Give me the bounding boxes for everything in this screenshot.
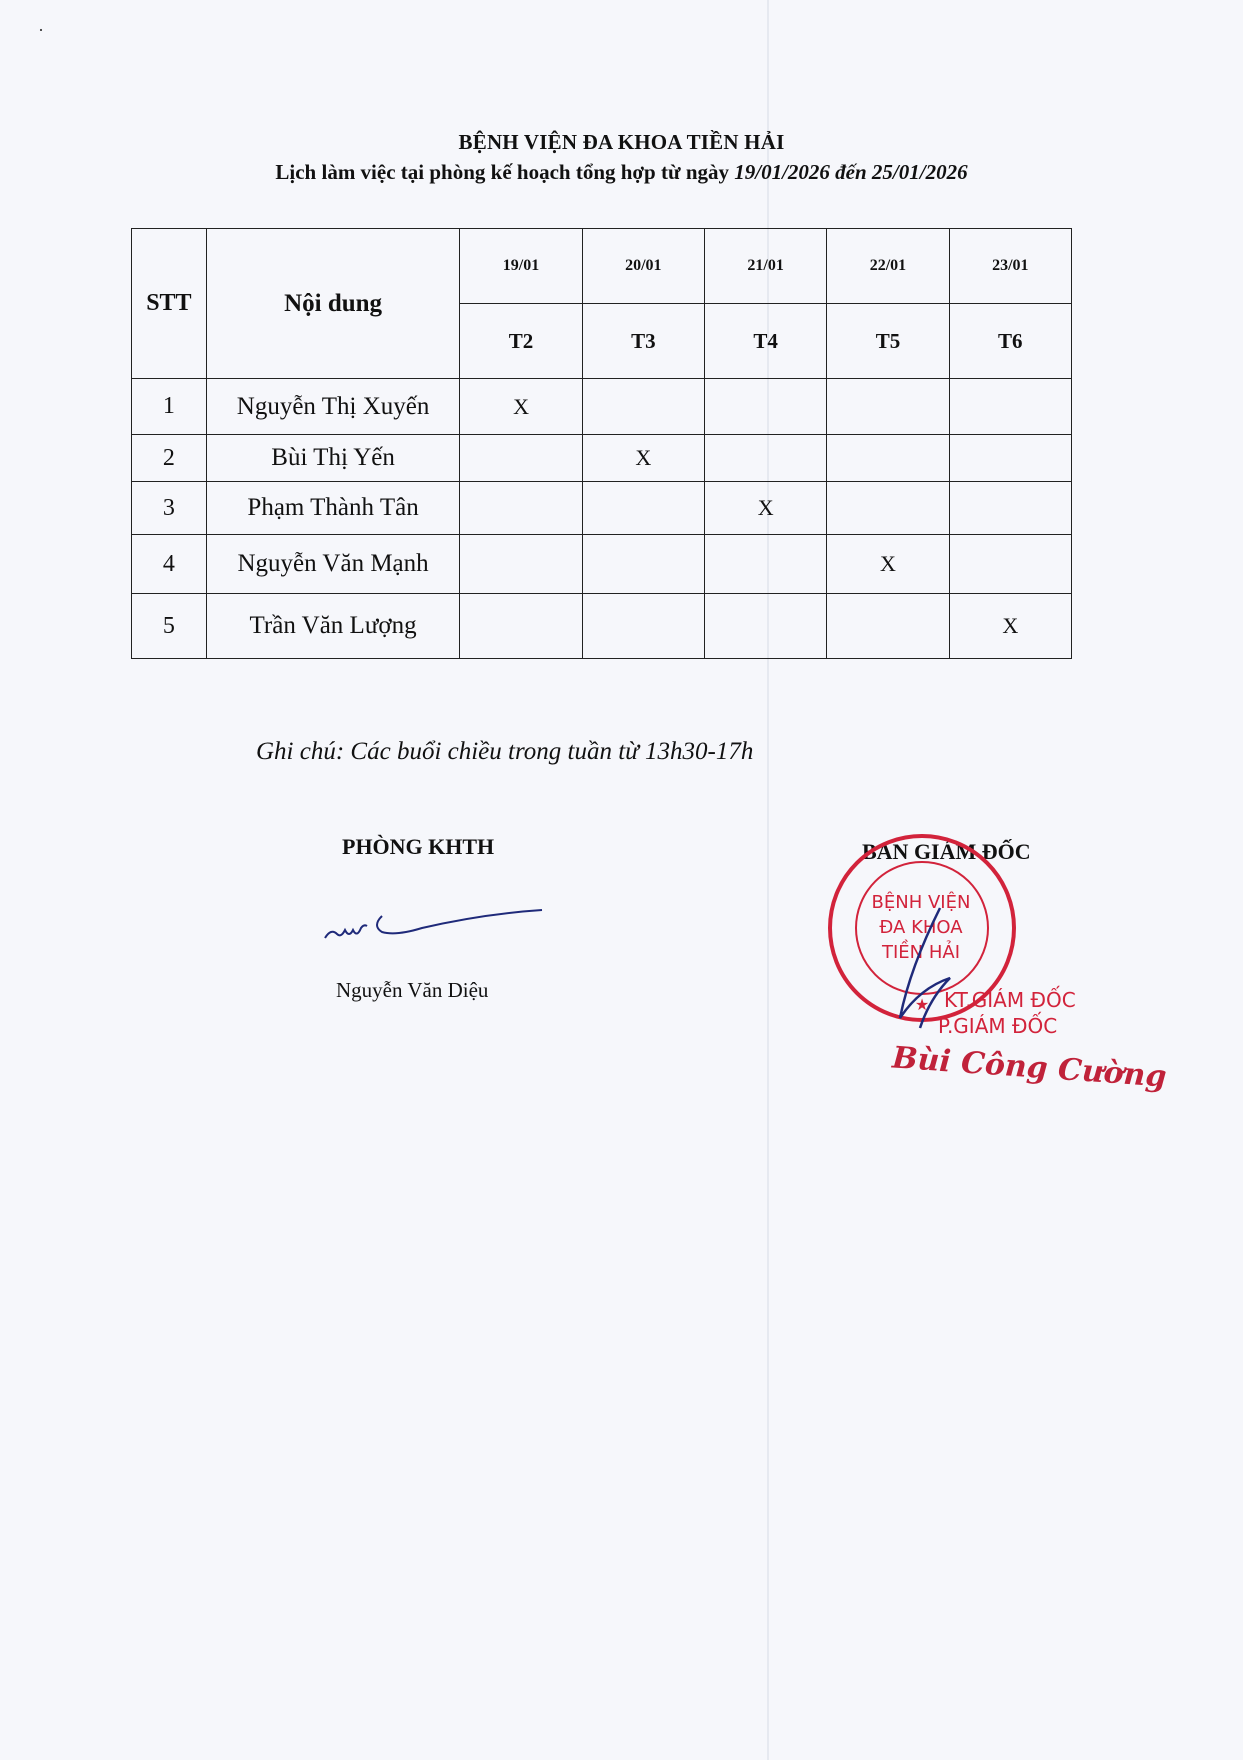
schedule-cell: [460, 594, 582, 659]
stamp-line: BỆNH VIỆN: [871, 892, 971, 913]
header-weekday: T4: [705, 304, 827, 379]
header-stt: STT: [132, 229, 207, 379]
hospital-name: BỆNH VIỆN ĐA KHOA TIỀN HẢI: [458, 130, 785, 154]
header-date: 19/01: [460, 229, 582, 304]
schedule-cell: [582, 594, 704, 659]
row-name: Nguyễn Văn Mạnh: [206, 535, 460, 594]
deputy-director-line: P.GIÁM ĐỐC: [938, 1014, 1058, 1038]
board-title: BAN GIÁM ĐỐC: [862, 839, 1031, 864]
department-signature: [320, 890, 560, 950]
header-weekday: T2: [460, 304, 582, 379]
kt-director-line: KT.GIÁM ĐỐC: [944, 988, 1076, 1012]
schedule-subtitle: [0, 160, 1243, 185]
header-date: 20/01: [582, 229, 704, 304]
schedule-cell: X: [705, 482, 827, 535]
schedule-note: Ghi chú: Các buổi chiều trong tuần từ 13h30-17h: [256, 738, 754, 765]
schedule-cell: [460, 482, 582, 535]
stamp-line: TIỀN HẢI: [881, 942, 961, 963]
table-row: [132, 594, 1072, 659]
schedule-cell: [827, 379, 949, 435]
schedule-cell: [827, 594, 949, 659]
table-row: [132, 435, 1072, 482]
svg-text:★: ★: [914, 995, 930, 1014]
schedule-table: [131, 228, 1072, 659]
row-name: Nguyễn Thị Xuyến: [206, 379, 460, 435]
schedule-cell: [582, 482, 704, 535]
row-number: 1: [132, 379, 207, 435]
row-name: Bùi Thị Yến: [206, 435, 460, 482]
department-signer-name: Nguyễn Văn Diệu: [336, 978, 489, 1002]
subtitle-dates: 19/01/2026 đến 25/01/2026: [734, 160, 968, 184]
schedule-cell: [705, 594, 827, 659]
schedule-cell: [949, 379, 1071, 435]
schedule-cell: X: [949, 594, 1071, 659]
schedule-cell: [949, 435, 1071, 482]
schedule-cell: [705, 535, 827, 594]
stamp-line: ĐA KHOA: [879, 917, 963, 938]
schedule-cell: [949, 482, 1071, 535]
schedule-cell: X: [827, 535, 949, 594]
schedule-cell: [582, 379, 704, 435]
header-weekday: T5: [827, 304, 949, 379]
row-number: 5: [132, 594, 207, 659]
department-title: PHÒNG KHTH: [342, 834, 495, 859]
header-date: 21/01: [705, 229, 827, 304]
header-content: Nội dung: [206, 229, 460, 379]
schedule-cell: [460, 435, 582, 482]
schedule-cell: [949, 535, 1071, 594]
table-row: [132, 379, 1072, 435]
subtitle-prefix: Lịch làm việc tại phòng kế hoạch tổng hợp từ ngày: [275, 160, 735, 184]
row-name: Trần Văn Lượng: [206, 594, 460, 659]
table-row: [132, 535, 1072, 594]
row-number: 4: [132, 535, 207, 594]
schedule-cell: [827, 482, 949, 535]
scan-speck: ·: [38, 20, 44, 40]
header-weekday: T3: [582, 304, 704, 379]
schedule-cell: [705, 379, 827, 435]
schedule-cell: [705, 435, 827, 482]
schedule-cell: X: [460, 379, 582, 435]
schedule-cell: [582, 535, 704, 594]
header-weekday: T6: [949, 304, 1071, 379]
row-number: 2: [132, 435, 207, 482]
header-date: 22/01: [827, 229, 949, 304]
row-name: Phạm Thành Tân: [206, 482, 460, 535]
table-row: [132, 482, 1072, 535]
schedule-cell: [827, 435, 949, 482]
row-number: 3: [132, 482, 207, 535]
header-date: 23/01: [949, 229, 1071, 304]
schedule-cell: [460, 535, 582, 594]
director-signer-name: Bùi Công Cường: [891, 1040, 1168, 1095]
schedule-cell: X: [582, 435, 704, 482]
